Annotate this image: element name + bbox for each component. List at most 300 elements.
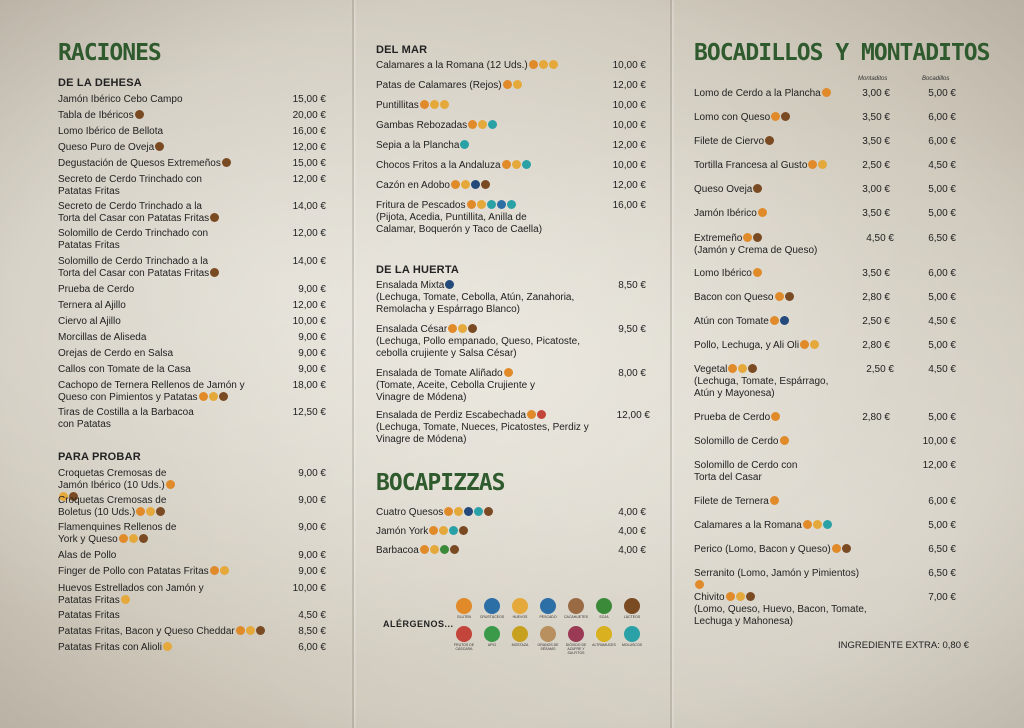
allergen-icon bbox=[832, 544, 841, 553]
item-price: 12,00 € bbox=[612, 80, 646, 91]
allergen-legend-icon bbox=[568, 626, 584, 642]
montadito-price: 3,50 € bbox=[862, 268, 890, 279]
menu-item bbox=[58, 566, 278, 578]
menu-item bbox=[58, 495, 178, 519]
item-name: Tiras de Costilla a la Barbacoa con Patatas bbox=[58, 407, 194, 430]
item-name: Vegetal bbox=[694, 364, 728, 375]
item-price: 9,00 € bbox=[298, 284, 326, 295]
item-price: 4,50 € bbox=[298, 610, 326, 621]
item-name: Extremeño bbox=[694, 233, 743, 244]
item-price: 10,00 € bbox=[292, 583, 326, 594]
item-description: (Pijota, Acedia, Puntillita, Anilla de Calamar, Boquerón y Taco de Caella) bbox=[376, 212, 543, 235]
item-name: Calamares a la Romana (12 Uds.) bbox=[376, 60, 528, 71]
item-price: 15,00 € bbox=[292, 158, 326, 169]
allergen-icon bbox=[842, 544, 851, 553]
allergen-legend-label: DIÓXIDO DE AZUFRE Y SULFITOS bbox=[565, 643, 587, 655]
allergen-icon bbox=[464, 507, 473, 516]
item-price: 12,00 € bbox=[292, 142, 326, 153]
allergen-icon bbox=[753, 268, 762, 277]
item-description: (Tomate, Aceite, Cebolla Crujiente y Vinagre de Módena) bbox=[376, 380, 535, 403]
allergen-icon bbox=[430, 100, 439, 109]
section-probar-title: PARA PROBAR bbox=[58, 451, 141, 463]
item-name: Secreto de Cerdo Trinchado a la Torta del Casar con Patatas Fritas bbox=[58, 201, 210, 224]
item-name: Perico (Lomo, Bacon y Queso) bbox=[694, 544, 831, 555]
item-price: 12,00 € bbox=[612, 180, 646, 191]
item-name: Cachopo de Ternera Rellenos de Jamón y Queso con Pimientos y Patatas bbox=[58, 380, 245, 403]
allergen-legend-item bbox=[506, 598, 534, 619]
menu-item bbox=[376, 60, 606, 72]
allergen-legend-label: LÁCTEOS bbox=[623, 615, 641, 619]
allergen-legend-icon bbox=[624, 598, 640, 614]
item-name: Patatas Fritas con Alioli bbox=[58, 642, 162, 653]
item-description: (Lechuga, Tomate, Nueces, Picatostes, Perdiz y Vinagre de Módena) bbox=[376, 422, 589, 445]
allergen-icon bbox=[748, 364, 757, 373]
menu-item bbox=[58, 110, 278, 122]
montadito-price: 2,50 € bbox=[866, 364, 894, 375]
allergen-legend-icon bbox=[568, 598, 584, 614]
allergen-icon bbox=[726, 592, 735, 601]
allergen-legend-item bbox=[478, 626, 506, 647]
item-name: Puntillitas bbox=[376, 100, 419, 111]
allergen-icon bbox=[512, 160, 521, 169]
menu-item bbox=[58, 364, 278, 376]
allergen-legend-label: GRANOS DE SÉSAMO bbox=[537, 643, 559, 651]
col-header-bocadillos: Bocadillos bbox=[922, 76, 950, 82]
allergen-legend-icon bbox=[512, 626, 528, 642]
item-price: 9,00 € bbox=[298, 348, 326, 359]
menu-item bbox=[376, 140, 606, 152]
item-description: (Lechuga, Tomate, Espárrago, Atún y Mayonesa) bbox=[694, 376, 829, 399]
allergen-icon bbox=[121, 595, 130, 604]
allergen-legend-label: SOJA bbox=[599, 615, 609, 619]
allergen-legend-label: ALTRAMUCES bbox=[592, 643, 616, 647]
allergen-legend-label: GLUTEN bbox=[456, 615, 472, 619]
item-name: Pollo, Lechuga, y Ali Oli bbox=[694, 340, 800, 351]
allergen-legend-label: MOSTAZA bbox=[511, 643, 529, 647]
menu-item bbox=[58, 407, 208, 431]
allergen-icon bbox=[539, 60, 548, 69]
item-name: Calamares a la Romana bbox=[694, 520, 802, 531]
item-name: Sepia a la Plancha bbox=[376, 140, 460, 151]
item-price: 9,00 € bbox=[298, 566, 326, 577]
allergen-icon bbox=[420, 100, 429, 109]
montadito-price: 3,50 € bbox=[862, 112, 890, 123]
allergen-icon bbox=[780, 316, 789, 325]
bocadillo-price: 6,00 € bbox=[928, 496, 956, 507]
menu-item bbox=[376, 324, 591, 360]
menu-item bbox=[694, 568, 864, 592]
allergen-icon bbox=[219, 392, 228, 401]
menu-item bbox=[376, 100, 606, 112]
allergen-icon bbox=[823, 520, 832, 529]
menu-item bbox=[694, 592, 874, 628]
allergen-icon bbox=[199, 392, 208, 401]
item-name: Patas de Calamares (Rejos) bbox=[376, 80, 502, 91]
item-name: Lomo de Cerdo a la Plancha bbox=[694, 88, 821, 99]
menu-item bbox=[58, 626, 278, 638]
allergen-icon bbox=[484, 507, 493, 516]
allergen-icon bbox=[429, 526, 438, 535]
item-price: 9,50 € bbox=[618, 324, 646, 335]
item-name: Lomo con Queso bbox=[694, 112, 771, 123]
item-name: Fritura de Pescados bbox=[376, 200, 466, 211]
item-price: 10,00 € bbox=[612, 160, 646, 171]
menu-item bbox=[376, 80, 606, 92]
allergen-legend-icon bbox=[596, 626, 612, 642]
allergen-icon bbox=[146, 507, 155, 516]
allergen-icon bbox=[695, 580, 704, 589]
menu-item bbox=[376, 160, 606, 172]
item-description: (Lomo, Queso, Huevo, Bacon, Tomate, Lechuga y Mahonesa) bbox=[694, 604, 867, 627]
bocadillo-price: 5,00 € bbox=[928, 412, 956, 423]
menu-item bbox=[376, 545, 606, 557]
allergen-icon bbox=[537, 410, 546, 419]
allergen-icon bbox=[448, 324, 457, 333]
allergen-legend-icon bbox=[596, 598, 612, 614]
allergen-icon bbox=[743, 233, 752, 242]
allergen-icon bbox=[129, 534, 138, 543]
menu-item bbox=[376, 368, 561, 404]
allergen-icon bbox=[497, 200, 506, 209]
allergen-legend-label: CRUSTÁCEOS bbox=[479, 615, 505, 619]
allergen-icon bbox=[119, 534, 128, 543]
bocadillo-price: 6,50 € bbox=[928, 233, 956, 244]
allergen-legend-item bbox=[506, 626, 534, 647]
allergen-icon bbox=[445, 280, 454, 289]
bocadillo-price: 6,00 € bbox=[928, 268, 956, 279]
allergen-icon bbox=[765, 136, 774, 145]
allergen-icon bbox=[450, 545, 459, 554]
section-mar-title: DEL MAR bbox=[376, 44, 428, 56]
item-price: 12,00 € bbox=[292, 174, 326, 185]
item-name: Ternera al Ajillo bbox=[58, 300, 126, 311]
allergen-legend-icon bbox=[456, 598, 472, 614]
menu-item bbox=[58, 316, 278, 328]
montadito-price: 4,50 € bbox=[866, 233, 894, 244]
item-price: 4,00 € bbox=[618, 507, 646, 518]
bocadillo-price: 6,50 € bbox=[928, 568, 956, 579]
allergen-icon bbox=[785, 292, 794, 301]
allergen-legend-label: HUEVOS bbox=[512, 615, 528, 619]
allergen-legend-label: MOLUSCOS bbox=[621, 643, 643, 647]
item-name: Filete de Ciervo bbox=[694, 136, 765, 147]
menu-item bbox=[58, 550, 278, 562]
item-price: 20,00 € bbox=[292, 110, 326, 121]
item-price: 4,00 € bbox=[618, 526, 646, 537]
item-name: Ensalada de Tomate Aliñado bbox=[376, 368, 503, 379]
bocadillo-price: 5,00 € bbox=[928, 88, 956, 99]
menu-item bbox=[58, 332, 278, 344]
allergen-legend-icon bbox=[484, 598, 500, 614]
item-name: Queso Puro de Oveja bbox=[58, 142, 155, 153]
allergen-icon bbox=[803, 520, 812, 529]
allergen-icon bbox=[522, 160, 531, 169]
bocadillo-price: 12,00 € bbox=[922, 460, 956, 471]
allergen-legend-icon bbox=[540, 598, 556, 614]
allergen-icon bbox=[478, 120, 487, 129]
item-name: Cuatro Quesos bbox=[376, 507, 444, 518]
item-price: 16,00 € bbox=[612, 200, 646, 211]
item-price: 6,00 € bbox=[298, 642, 326, 653]
allergen-icon bbox=[246, 626, 255, 635]
allergen-icon bbox=[746, 592, 755, 601]
item-name: Callos con Tomate de la Casa bbox=[58, 364, 191, 375]
menu-item bbox=[376, 526, 606, 538]
allergen-icon bbox=[549, 60, 558, 69]
menu-item bbox=[58, 610, 278, 622]
montadito-price: 3,50 € bbox=[862, 136, 890, 147]
menu-item bbox=[376, 507, 606, 519]
allergen-icon bbox=[222, 158, 231, 167]
allergen-legend-label: APIO bbox=[487, 643, 497, 647]
item-name: Atún con Tomate bbox=[694, 316, 769, 327]
bocadillo-price: 5,00 € bbox=[928, 208, 956, 219]
item-price: 12,00 € bbox=[292, 300, 326, 311]
item-name: Bacon con Queso bbox=[694, 292, 774, 303]
allergen-icon bbox=[474, 507, 483, 516]
menu-item bbox=[694, 436, 864, 448]
allergen-icon bbox=[210, 213, 219, 222]
allergen-legend-item bbox=[590, 598, 618, 619]
item-name: Croquetas Cremosas de Jamón Ibérico (10 Uds.) bbox=[58, 468, 167, 491]
item-name: Prueba de Cerdo bbox=[694, 412, 771, 423]
allergen-legend-icon bbox=[512, 598, 528, 614]
item-name: Ciervo al Ajillo bbox=[58, 316, 121, 327]
allergen-icon bbox=[810, 340, 819, 349]
ingrediente-extra: INGREDIENTE EXTRA: 0,80 € bbox=[838, 640, 969, 651]
allergen-icon bbox=[135, 110, 144, 119]
allergen-legend-item bbox=[450, 626, 478, 651]
bocadillo-price: 4,50 € bbox=[928, 316, 956, 327]
allergen-icon bbox=[136, 507, 145, 516]
item-price: 9,00 € bbox=[298, 468, 326, 479]
menu-item bbox=[58, 300, 278, 312]
allergen-legend-icon bbox=[484, 626, 500, 642]
allergen-icon bbox=[477, 200, 486, 209]
allergen-icon bbox=[781, 112, 790, 121]
item-price: 9,00 € bbox=[298, 550, 326, 561]
bocadillo-price: 5,00 € bbox=[928, 340, 956, 351]
allergen-legend-item bbox=[534, 598, 562, 619]
allergen-icon bbox=[467, 200, 476, 209]
allergen-icon bbox=[471, 180, 480, 189]
menu-item bbox=[694, 233, 844, 257]
allergen-icon bbox=[507, 200, 516, 209]
allergen-legend-label: FRUTOS DE CÁSCARA bbox=[453, 643, 475, 651]
item-price: 8,00 € bbox=[618, 368, 646, 379]
menu-item bbox=[694, 520, 864, 532]
allergen-legend-label: PESCADO bbox=[539, 615, 557, 619]
item-price: 8,50 € bbox=[298, 626, 326, 637]
allergens-legend-title: ALÉRGENOS... bbox=[383, 619, 454, 629]
item-price: 14,00 € bbox=[292, 201, 326, 212]
allergen-icon bbox=[468, 120, 477, 129]
montadito-price: 3,00 € bbox=[862, 184, 890, 195]
montadito-price: 2,80 € bbox=[862, 292, 890, 303]
item-price: 18,00 € bbox=[292, 380, 326, 391]
allergen-legend-label: CACAHUETES bbox=[564, 615, 588, 619]
allergen-icon bbox=[210, 566, 219, 575]
item-description: (Jamón y Crema de Queso) bbox=[694, 245, 818, 256]
item-name: Chocos Fritos a la Andaluza bbox=[376, 160, 501, 171]
item-name: Solomillo de Cerdo bbox=[694, 436, 779, 447]
item-price: 9,00 € bbox=[298, 522, 326, 533]
item-name: Patatas Fritas bbox=[58, 610, 120, 621]
item-price: 10,00 € bbox=[612, 60, 646, 71]
item-name: Solomillo de Cerdo Trinchado a la Torta del Casar con Patatas Fritas bbox=[58, 256, 210, 279]
menu-item bbox=[376, 410, 591, 446]
allergen-icon bbox=[166, 480, 175, 489]
menu-item bbox=[58, 201, 223, 225]
bocadillo-price: 5,00 € bbox=[928, 520, 956, 531]
montadito-price: 2,80 € bbox=[862, 340, 890, 351]
bocadillo-price: 4,50 € bbox=[928, 364, 956, 375]
allergen-icon bbox=[736, 592, 745, 601]
allergen-icon bbox=[487, 200, 496, 209]
item-name: Gambas Rebozadas bbox=[376, 120, 468, 131]
allergen-icon bbox=[139, 534, 148, 543]
item-name: Huevos Estrellados con Jamón y Patatas Fritas bbox=[58, 583, 204, 606]
item-price: 16,00 € bbox=[292, 126, 326, 137]
menu-item bbox=[58, 94, 278, 106]
allergen-icon bbox=[481, 180, 490, 189]
allergen-icon bbox=[440, 100, 449, 109]
item-description: (Lechuga, Tomate, Cebolla, Atún, Zanahoria, Remolacha y Espárrago Blanco) bbox=[376, 292, 575, 315]
menu-item bbox=[58, 256, 223, 280]
menu-item bbox=[58, 284, 278, 296]
allergen-icon bbox=[770, 316, 779, 325]
bocadillo-price: 5,00 € bbox=[928, 292, 956, 303]
allergen-icon bbox=[156, 507, 165, 516]
menu-item bbox=[694, 544, 864, 556]
panel-fold-right bbox=[670, 0, 672, 728]
allergen-icon bbox=[758, 208, 767, 217]
item-name: Lomo Ibérico bbox=[694, 268, 752, 279]
item-price: 10,00 € bbox=[292, 316, 326, 327]
raciones-title: RACIONES bbox=[58, 40, 161, 66]
menu-item bbox=[58, 126, 278, 138]
allergen-icon bbox=[503, 80, 512, 89]
allergen-icon bbox=[220, 566, 229, 575]
item-price: 9,00 € bbox=[298, 495, 326, 506]
menu-item bbox=[58, 158, 278, 170]
menu-item bbox=[376, 120, 606, 132]
item-name: Alas de Pollo bbox=[58, 550, 117, 561]
item-name: Secreto de Cerdo Trinchado con Patatas Fritas bbox=[58, 174, 202, 197]
item-name: Queso Oveja bbox=[694, 184, 753, 195]
allergen-icon bbox=[513, 80, 522, 89]
allergen-icon bbox=[439, 526, 448, 535]
allergen-icon bbox=[502, 160, 511, 169]
item-price: 9,00 € bbox=[298, 364, 326, 375]
item-name: Finger de Pollo con Patatas Fritas bbox=[58, 566, 209, 577]
montadito-price: 2,50 € bbox=[862, 160, 890, 171]
menu-item bbox=[376, 200, 551, 236]
item-name: Orejas de Cerdo en Salsa bbox=[58, 348, 174, 359]
item-name: Ensalada de Perdiz Escabechada bbox=[376, 410, 527, 421]
item-price: 10,00 € bbox=[612, 120, 646, 131]
allergen-legend-item bbox=[618, 598, 646, 619]
allergen-icon bbox=[458, 324, 467, 333]
allergen-icon bbox=[488, 120, 497, 129]
item-name: Tabla de Ibéricos bbox=[58, 110, 134, 121]
panel-fold-left bbox=[352, 0, 354, 728]
allergen-icon bbox=[256, 626, 265, 635]
item-name: Croquetas Cremosas de Boletus (10 Uds.) bbox=[58, 495, 167, 518]
menu-item bbox=[58, 380, 253, 404]
allergen-icon bbox=[209, 392, 218, 401]
item-price: 10,00 € bbox=[612, 100, 646, 111]
menu-item bbox=[58, 348, 278, 360]
allergen-icon bbox=[461, 180, 470, 189]
item-name: Jamón Ibérico Cebo Campo bbox=[58, 94, 183, 105]
item-name: Lomo Ibérico de Bellota bbox=[58, 126, 164, 137]
menu-item bbox=[58, 522, 188, 546]
montadito-price: 3,00 € bbox=[862, 88, 890, 99]
allergen-icon bbox=[818, 160, 827, 169]
allergen-legend-item bbox=[450, 598, 478, 619]
allergen-legend-item bbox=[562, 598, 590, 619]
bocadillo-price: 6,00 € bbox=[928, 136, 956, 147]
allergen-icon bbox=[780, 436, 789, 445]
bocadillo-price: 4,50 € bbox=[928, 160, 956, 171]
item-name: Barbacoa bbox=[376, 545, 419, 556]
allergen-icon bbox=[813, 520, 822, 529]
item-price: 12,00 € bbox=[292, 228, 326, 239]
montadito-price: 3,50 € bbox=[862, 208, 890, 219]
allergen-legend-item bbox=[618, 626, 646, 647]
item-name: Cazón en Adobo bbox=[376, 180, 450, 191]
allergen-legend-icon bbox=[624, 626, 640, 642]
item-name: Chivito bbox=[694, 592, 725, 603]
montadito-price: 2,80 € bbox=[862, 412, 890, 423]
allergen-icon bbox=[728, 364, 737, 373]
allergen-icon bbox=[155, 142, 164, 151]
item-name: Ensalada Mixta bbox=[376, 280, 445, 291]
allergen-icon bbox=[468, 324, 477, 333]
allergen-icon bbox=[430, 545, 439, 554]
montadito-price: 2,50 € bbox=[862, 316, 890, 327]
item-name: Solomillo de Cerdo Trinchado con Patatas Fritas bbox=[58, 228, 209, 251]
allergen-icon bbox=[527, 410, 536, 419]
item-name: Tortilla Francesa al Gusto bbox=[694, 160, 808, 171]
allergen-legend-item bbox=[590, 626, 618, 647]
allergen-icon bbox=[770, 496, 779, 505]
allergen-legend-item bbox=[534, 626, 562, 651]
allergen-icon bbox=[454, 507, 463, 516]
allergen-icon bbox=[775, 292, 784, 301]
allergen-icon bbox=[822, 88, 831, 97]
item-price: 12,50 € bbox=[292, 407, 326, 418]
item-price: 8,50 € bbox=[618, 280, 646, 291]
item-name: Patatas Fritas, Bacon y Queso Cheddar bbox=[58, 626, 235, 637]
allergen-icon bbox=[451, 180, 460, 189]
item-price: 9,00 € bbox=[298, 332, 326, 343]
item-name: Ensalada César bbox=[376, 324, 448, 335]
allergen-icon bbox=[459, 526, 468, 535]
menu-item bbox=[694, 364, 844, 400]
allergen-icon bbox=[449, 526, 458, 535]
item-name: Jamón York bbox=[376, 526, 429, 537]
menu-item bbox=[58, 174, 223, 198]
menu-item bbox=[58, 642, 278, 654]
item-name: Solomillo de Cerdo con Torta del Casar bbox=[694, 460, 798, 483]
item-name: Degustación de Quesos Extremeños bbox=[58, 158, 221, 169]
menu-item bbox=[694, 496, 864, 508]
item-name: Jamón Ibérico bbox=[694, 208, 757, 219]
menu-item bbox=[58, 142, 278, 154]
item-price: 12,00 € bbox=[612, 140, 646, 151]
